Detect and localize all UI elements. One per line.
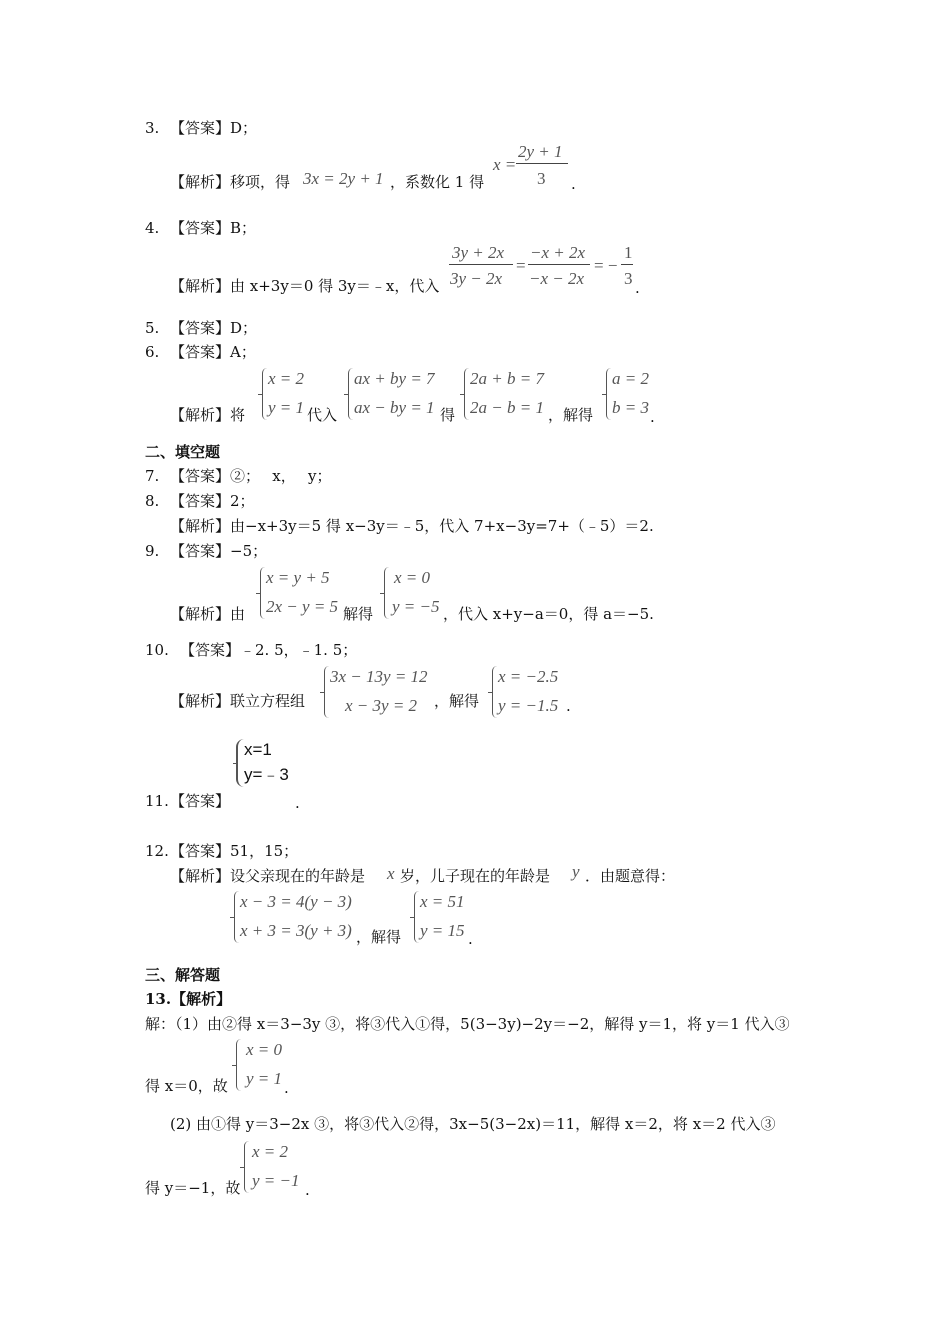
q9-explanation: 【解析】由 bbox=[170, 605, 246, 623]
q6-system3-brace bbox=[464, 368, 469, 420]
q4-number: 4. bbox=[145, 219, 160, 237]
q11-system-brace bbox=[236, 739, 244, 787]
q4-explanation: 【解析】由 x+3y＝0 得 3y＝﹣x，代入 bbox=[170, 277, 440, 295]
q12-system1-eq1: x − 3 = 4(y − 3) bbox=[240, 892, 352, 911]
q3-number: 3. bbox=[145, 119, 160, 137]
q6-system4-eq1: a = 2 bbox=[612, 369, 649, 388]
q13-heading: 13.【解析】 bbox=[145, 990, 232, 1008]
q5-answer: 【答案】D； bbox=[170, 319, 258, 337]
q6-solve-text: ，解得 bbox=[548, 406, 594, 424]
q13-system1-brace bbox=[236, 1039, 241, 1091]
q13-part1-text: 解：（1）由②得 x＝3−3y ③，将③代入①得，5(3−3y)−2y＝−2，解得 y＝1，将 y＝1 代入③ bbox=[145, 1015, 790, 1033]
q13-system1-eq2: y = 1 bbox=[246, 1069, 283, 1088]
q9-number: 9. bbox=[145, 542, 160, 560]
q4-frac3-bar bbox=[621, 264, 633, 265]
q12-var-y: y bbox=[572, 862, 580, 881]
q4-answer: 【答案】B； bbox=[170, 219, 257, 237]
q9-system1-eq1: x = y + 5 bbox=[266, 568, 330, 587]
q11-system-eq1: x=1 bbox=[244, 740, 272, 759]
q13-part2-result: 得 y＝−1，故 bbox=[145, 1179, 241, 1197]
q6-system4-brace bbox=[606, 368, 611, 420]
q13-system2-eq1: x = 2 bbox=[252, 1142, 289, 1161]
q8-explanation: 【解析】由−x+3y＝5 得 x−3y＝﹣5，代入 7+x−3y=7+（﹣5）＝2. bbox=[170, 517, 654, 535]
q11-number: 11. bbox=[145, 792, 169, 810]
q10-system1-brace bbox=[324, 666, 329, 718]
q6-system3-eq1: 2a + b = 7 bbox=[470, 369, 544, 388]
q12-number: 12. bbox=[145, 842, 169, 860]
q6-substitute-text: 代入 bbox=[307, 406, 338, 424]
q9-system1-eq2: 2x − y = 5 bbox=[266, 597, 339, 616]
q10-explanation: 【解析】联立方程组 bbox=[170, 692, 306, 710]
q4-frac3-num: 1 bbox=[624, 243, 633, 262]
q10-number: 10. bbox=[145, 641, 169, 659]
q3-frac-bar bbox=[516, 163, 568, 164]
q6-system1-brace bbox=[262, 368, 267, 420]
q3-end: . bbox=[571, 175, 576, 193]
q4-eq-b: = − bbox=[594, 256, 618, 275]
q13-part1-end: . bbox=[284, 1079, 289, 1097]
q4-frac1-num: 3y + 2x bbox=[452, 243, 505, 262]
q13-system1-eq1: x = 0 bbox=[246, 1040, 283, 1059]
q4-frac1-den: 3y − 2x bbox=[450, 269, 503, 288]
q3-explanation-mid: ，系数化 1 得 bbox=[390, 173, 485, 191]
q3-explanation: 【解析】移项，得 bbox=[170, 173, 291, 191]
q6-system2-brace bbox=[348, 368, 353, 420]
q4-end: . bbox=[635, 279, 640, 297]
q9-system2-eq2: y = −5 bbox=[392, 597, 440, 616]
q10-answer: 【答案】﹣2. 5，﹣1. 5； bbox=[180, 641, 358, 659]
q11-end: . bbox=[295, 794, 300, 812]
q6-system4-eq2: b = 3 bbox=[612, 398, 649, 417]
q12-system2-eq1: x = 51 bbox=[420, 892, 465, 911]
q3-frac-den: 3 bbox=[537, 169, 546, 188]
q9-system1-brace bbox=[260, 567, 265, 619]
q12-system1-brace bbox=[234, 891, 239, 943]
q4-frac2-den: −x − 2x bbox=[529, 269, 585, 288]
q11-answer: 【答案】 bbox=[170, 792, 231, 810]
q7-number: 7. bbox=[145, 467, 160, 485]
q12-system2-eq2: y = 15 bbox=[420, 921, 465, 940]
q6-get-text: 得 bbox=[440, 406, 456, 424]
q3-answer: 【答案】D； bbox=[170, 119, 258, 137]
q13-system2-brace bbox=[244, 1141, 249, 1193]
q12-explanation-c: ．由题意得： bbox=[585, 867, 676, 885]
section-2-heading: 二、填空题 bbox=[145, 443, 221, 461]
q6-answer: 【答案】A； bbox=[170, 343, 256, 361]
q3-frac-num: 2y + 1 bbox=[518, 142, 563, 161]
q11-system-eq2: y=﹣3 bbox=[244, 765, 289, 784]
q9-answer: 【答案】−5； bbox=[170, 542, 268, 560]
q12-explanation-a: 【解析】设父亲现在的年龄是 bbox=[170, 867, 366, 885]
q6-number: 6. bbox=[145, 343, 160, 361]
q13-system2-eq2: y = −1 bbox=[252, 1171, 300, 1190]
q4-frac2-bar bbox=[528, 264, 590, 265]
q8-number: 8. bbox=[145, 492, 160, 510]
q12-answer: 【答案】51，15； bbox=[170, 842, 299, 860]
q10-system1-eq1: 3x − 13y = 12 bbox=[330, 667, 428, 686]
q10-end: . bbox=[566, 697, 571, 715]
q10-system2-eq1: x = −2.5 bbox=[498, 667, 559, 686]
section-3-heading: 三、解答题 bbox=[145, 966, 221, 984]
q6-system2-eq2: ax − by = 1 bbox=[354, 398, 435, 417]
q4-frac2-num: −x + 2x bbox=[530, 243, 586, 262]
q10-system2-eq2: y = −1.5 bbox=[498, 696, 559, 715]
q6-end: . bbox=[650, 408, 655, 426]
q5-number: 5. bbox=[145, 319, 160, 337]
q12-solve-text: ，解得 bbox=[356, 928, 402, 946]
q12-end: . bbox=[468, 930, 473, 948]
q13-part2-text: (2) 由①得 y＝3−2x ③，将③代入②得，3x−5(3−2x)＝11，解得 x＝2，将 x＝2 代入③ bbox=[170, 1115, 776, 1133]
q9-explanation-tail: ，代入 x+y−a＝0，得 a＝−5. bbox=[443, 605, 654, 623]
q4-frac1-bar bbox=[449, 264, 513, 265]
q10-system1-eq2: x − 3y = 2 bbox=[345, 696, 418, 715]
q9-system2-eq1: x = 0 bbox=[394, 568, 431, 587]
q6-explanation: 【解析】将 bbox=[170, 406, 246, 424]
q13-part2-end: . bbox=[305, 1181, 310, 1199]
q12-explanation-b: 岁，儿子现在的年龄是 bbox=[400, 867, 551, 885]
q9-system2-brace bbox=[384, 567, 389, 619]
q4-eq-a: = bbox=[516, 256, 526, 275]
q6-system1-eq1: x = 2 bbox=[268, 369, 305, 388]
q3-equation: 3x = 2y + 1 bbox=[303, 169, 384, 188]
q7-answer: 【答案】②； x， y； bbox=[170, 467, 332, 485]
q6-system3-eq2: 2a − b = 1 bbox=[470, 398, 544, 417]
q12-var-x: x bbox=[387, 864, 395, 883]
q12-system2-brace bbox=[414, 891, 419, 943]
q6-system1-eq2: y = 1 bbox=[268, 398, 305, 417]
q9-solve-text: 解得 bbox=[343, 605, 374, 623]
q10-system2-brace bbox=[492, 666, 497, 718]
q10-solve-text: ，解得 bbox=[434, 692, 480, 710]
q8-answer: 【答案】2； bbox=[170, 492, 255, 510]
q12-system1-eq2: x + 3 = 3(y + 3) bbox=[240, 921, 352, 940]
q3-lhs: x = bbox=[493, 155, 517, 174]
q4-frac3-den: 3 bbox=[624, 269, 633, 288]
q13-part1-result: 得 x＝0，故 bbox=[145, 1077, 228, 1095]
q6-system2-eq1: ax + by = 7 bbox=[354, 369, 435, 388]
